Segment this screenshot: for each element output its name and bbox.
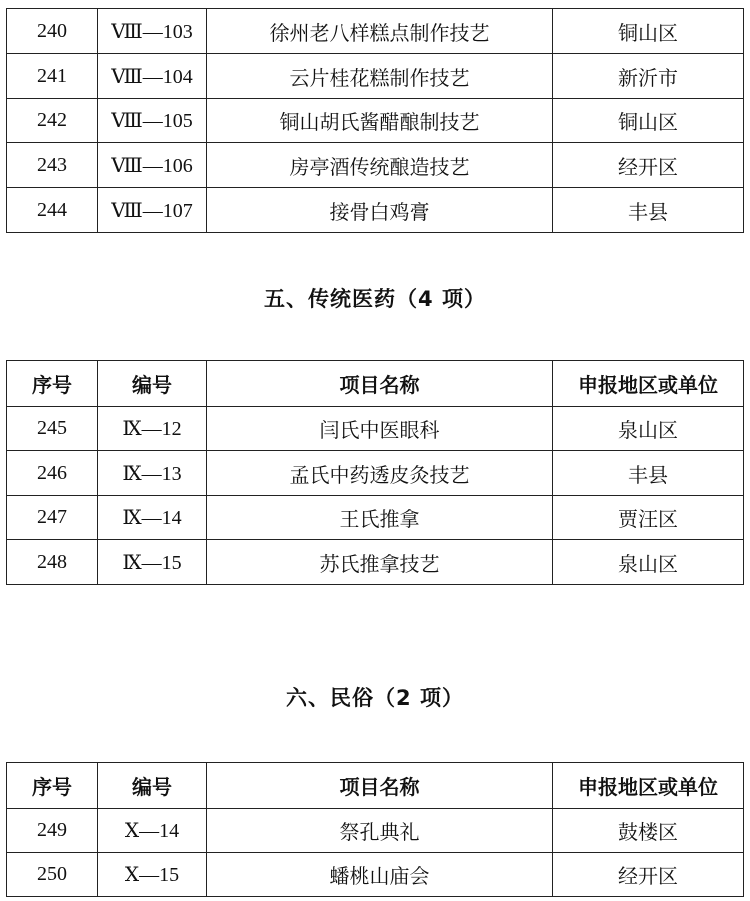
code-cell: Ⅷ—106 (98, 143, 207, 188)
code-cell: Ⅹ—15 (98, 853, 207, 897)
seq-cell: 240 (7, 9, 98, 54)
seq-cell: 246 (7, 451, 98, 496)
code-cell: Ⅷ—104 (98, 54, 207, 99)
seq-cell: 249 (7, 809, 98, 853)
seq-cell: 250 (7, 853, 98, 897)
area-cell: 经开区 (553, 853, 744, 897)
area-cell: 丰县 (553, 451, 744, 496)
table-row (7, 451, 744, 496)
area-cell: 鼓楼区 (553, 809, 744, 853)
project-name-cell: 王氏推拿 (207, 496, 553, 540)
column-header-area: 申报地区或单位 (553, 361, 744, 407)
table-row (7, 188, 744, 233)
column-header-area: 申报地区或单位 (553, 763, 744, 809)
table-row (7, 809, 744, 853)
project-name-cell: 铜山胡氏酱醋酿制技艺 (207, 99, 553, 143)
area-cell: 新沂市 (553, 54, 744, 99)
project-name-cell: 祭孔典礼 (207, 809, 553, 853)
column-header-name: 项目名称 (207, 763, 553, 809)
heritage-table-medicine (6, 360, 744, 585)
section-title-folk: 六、民俗（2 项） (286, 686, 464, 710)
project-name-cell: 苏氏推拿技艺 (207, 540, 553, 585)
table-header-row (7, 763, 744, 809)
table-row (7, 9, 744, 54)
area-cell: 泉山区 (553, 540, 744, 585)
column-header-seq: 序号 (7, 763, 98, 809)
project-name-cell: 孟氏中药透皮灸技艺 (207, 451, 553, 496)
project-name-cell: 接骨白鸡膏 (207, 188, 553, 233)
area-cell: 丰县 (553, 188, 744, 233)
seq-cell: 243 (7, 143, 98, 188)
seq-cell: 244 (7, 188, 98, 233)
seq-cell: 242 (7, 99, 98, 143)
table-row (7, 540, 744, 585)
column-header-code: 编号 (98, 361, 207, 407)
seq-cell: 241 (7, 54, 98, 99)
area-cell: 贾汪区 (553, 496, 744, 540)
seq-cell: 247 (7, 496, 98, 540)
column-header-seq: 序号 (7, 361, 98, 407)
column-header-code: 编号 (98, 763, 207, 809)
code-cell: Ⅷ—105 (98, 99, 207, 143)
code-cell: Ⅸ—15 (98, 540, 207, 585)
table-row (7, 99, 744, 143)
area-cell: 经开区 (553, 143, 744, 188)
heritage-table-folk (6, 762, 744, 897)
project-name-cell: 蟠桃山庙会 (207, 853, 553, 897)
code-cell: Ⅸ—12 (98, 407, 207, 451)
seq-cell: 245 (7, 407, 98, 451)
project-name-cell: 房亭酒传统酿造技艺 (207, 143, 553, 188)
seq-cell: 248 (7, 540, 98, 585)
section-title-medicine: 五、传统医药（4 项） (264, 287, 486, 311)
code-cell: Ⅷ—103 (98, 9, 207, 54)
table-header-row (7, 361, 744, 407)
code-cell: Ⅸ—14 (98, 496, 207, 540)
project-name-cell: 云片桂花糕制作技艺 (207, 54, 553, 99)
heritage-table-continued (6, 8, 744, 233)
table-row (7, 407, 744, 451)
column-header-name: 项目名称 (207, 361, 553, 407)
project-name-cell: 徐州老八样糕点制作技艺 (207, 9, 553, 54)
table-row (7, 496, 744, 540)
table-row (7, 143, 744, 188)
area-cell: 铜山区 (553, 9, 744, 54)
code-cell: Ⅸ—13 (98, 451, 207, 496)
code-cell: Ⅷ—107 (98, 188, 207, 233)
area-cell: 铜山区 (553, 99, 744, 143)
table-row (7, 853, 744, 897)
table-row (7, 54, 744, 99)
project-name-cell: 闫氏中医眼科 (207, 407, 553, 451)
code-cell: Ⅹ—14 (98, 809, 207, 853)
area-cell: 泉山区 (553, 407, 744, 451)
